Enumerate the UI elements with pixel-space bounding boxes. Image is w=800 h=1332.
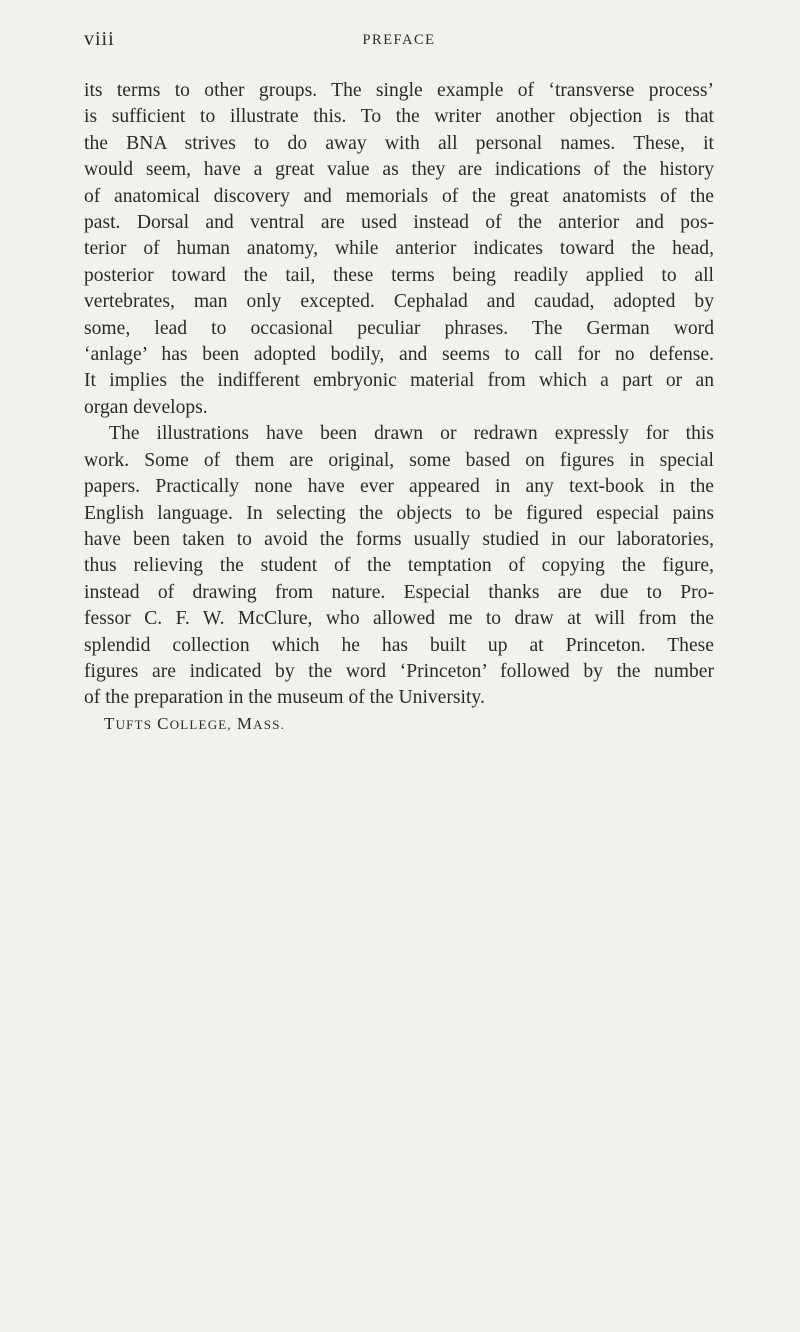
text-line: figures are indicated by the word ‘Princeton’ followed by the number <box>84 660 714 682</box>
text-line: work. Some of them are original, some based on figures in special <box>84 449 714 471</box>
text-line: terior of human anatomy, while anterior indicates toward the head, <box>84 238 714 260</box>
page-header <box>84 24 714 54</box>
document-page <box>84 24 714 736</box>
running-head: PREFACE <box>362 32 436 48</box>
text-line: splendid collection which he has built up at Princeton. These <box>84 634 714 656</box>
text-line: It implies the indifferent embryonic material from which a part or an <box>84 370 714 392</box>
page-number: viii <box>84 28 115 50</box>
text-line: posterior toward the tail, these terms being readily applied to all <box>84 264 714 286</box>
text-line: fessor C. F. W. McClure, who allowed me to draw at will from the <box>84 608 714 630</box>
text-line: of anatomical discovery and memorials of the great anatomists of the <box>84 185 714 207</box>
text-line: the BNA strives to do away with all personal names. These, it <box>84 132 714 154</box>
body-text <box>84 78 714 736</box>
text-line: The illustrations have been drawn or redrawn expressly for this <box>109 423 714 445</box>
text-line: instead of drawing from nature. Especial thanks are due to Pro- <box>84 581 714 603</box>
text-line: would seem, have a great value as they are indications of the history <box>84 159 714 181</box>
text-line: have been taken to avoid the forms usually studied in our laboratories, <box>84 528 714 550</box>
signature-location: TUFTS COLLEGE, MASS. <box>104 713 286 733</box>
text-line: thus relieving the student of the temptation of copying the figure, <box>84 555 714 577</box>
paragraph-2 <box>84 421 714 711</box>
text-line: organ develops. <box>84 396 208 418</box>
text-line: English language. In selecting the objects to be figured especial pains <box>84 502 714 524</box>
text-line: vertebrates, man only excepted. Cephalad and caudad, adopted by <box>84 291 714 313</box>
text-line: papers. Practically none have ever appeared in any text-book in the <box>84 476 714 498</box>
text-line: past. Dorsal and ventral are used instead of the anterior and pos- <box>84 212 714 234</box>
text-line: of the preparation in the museum of the University. <box>84 687 485 709</box>
text-line: its terms to other groups. The single example of ‘transverse process’ <box>84 80 714 101</box>
text-line: ‘anlage’ has been adopted bodily, and seems to call for no defense. <box>84 344 714 366</box>
text-line: some, lead to occasional peculiar phrases. The German word <box>84 317 714 339</box>
paragraph-1 <box>84 78 714 421</box>
text-line: is sufficient to illustrate this. To the writer another objection is that <box>84 106 714 128</box>
